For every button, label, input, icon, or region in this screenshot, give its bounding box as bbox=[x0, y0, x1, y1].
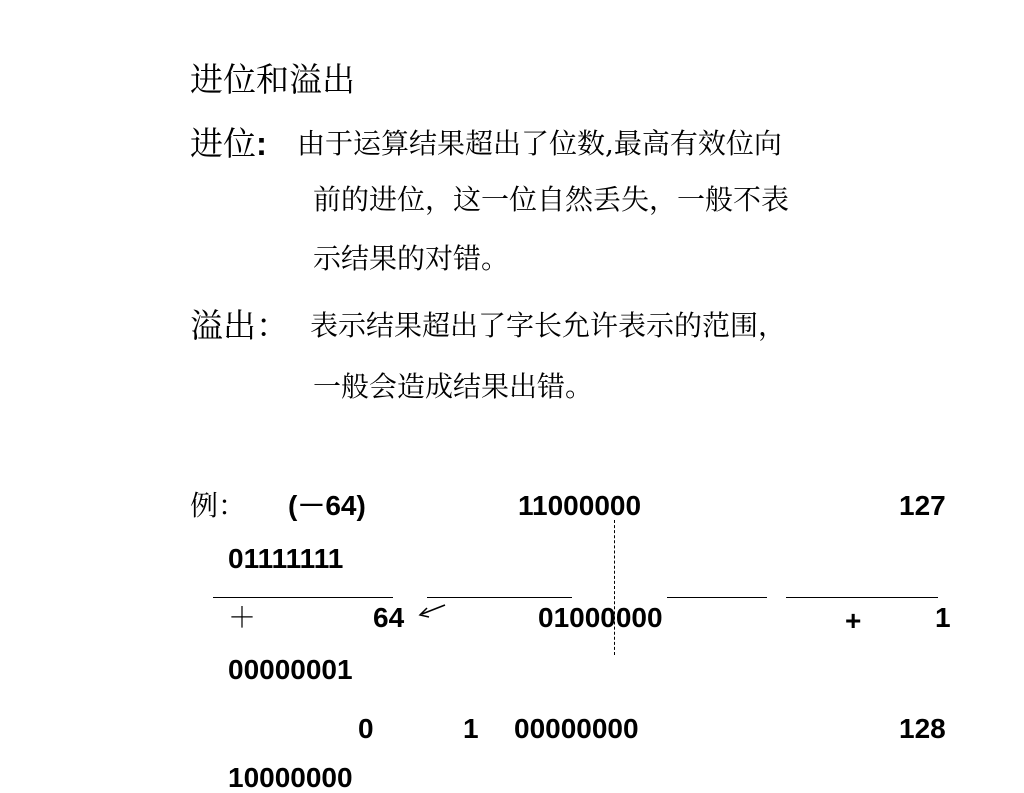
example-row2-binary-b: 00000001 bbox=[228, 654, 353, 685]
carry-line-1: 由于运算结果超出了位数,最高有效位向 bbox=[297, 127, 782, 160]
example-row2-operand-a: 64 bbox=[373, 602, 405, 633]
dashed-divider bbox=[614, 520, 615, 655]
underline-rule-1 bbox=[213, 597, 393, 598]
example-label: 例： bbox=[190, 489, 247, 522]
example-row3-sum-b: 128 bbox=[899, 713, 946, 744]
overflow-line-1: 表示结果超出了字长允许表示的范围， bbox=[310, 309, 787, 342]
example-row3-carry-bit: 1 bbox=[463, 713, 479, 744]
example-row3-binary-b: 10000000 bbox=[228, 762, 353, 793]
carry-line-3: 示结果的对错。 bbox=[313, 242, 510, 275]
carry-line-2: 前的进位，这一位自然丢失，一般不表 bbox=[313, 183, 790, 216]
carry-term-colon: : bbox=[256, 125, 267, 162]
underline-rule-2 bbox=[427, 597, 572, 598]
slide-title: 进位和溢出 bbox=[190, 60, 355, 99]
underline-rule-3 bbox=[667, 597, 767, 598]
example-row2-operand-b: 1 bbox=[935, 602, 951, 633]
example-row2-op-b: + bbox=[845, 605, 862, 636]
example-row1-operand-b: 127 bbox=[899, 490, 946, 521]
overflow-term: 溢出： bbox=[190, 306, 289, 345]
overflow-line-2: 一般会造成结果出错。 bbox=[313, 370, 594, 403]
example-row3-sum-a: 0 bbox=[358, 713, 374, 744]
example-row3-binary-a: 00000000 bbox=[514, 713, 639, 744]
carry-term-text: 进位 bbox=[190, 124, 256, 163]
example-row1-operand-a: (－64) bbox=[288, 490, 366, 521]
example-row1-binary-a: 11000000 bbox=[518, 490, 642, 521]
carry-arrow-icon bbox=[415, 600, 455, 624]
example-row2-binary-a: 01000000 bbox=[538, 602, 663, 633]
underline-rule-4 bbox=[786, 597, 938, 598]
carry-term bbox=[190, 124, 267, 163]
example-row1-binary-b: 01111111 bbox=[228, 543, 344, 574]
example-row2-op: ＋ bbox=[228, 601, 257, 634]
